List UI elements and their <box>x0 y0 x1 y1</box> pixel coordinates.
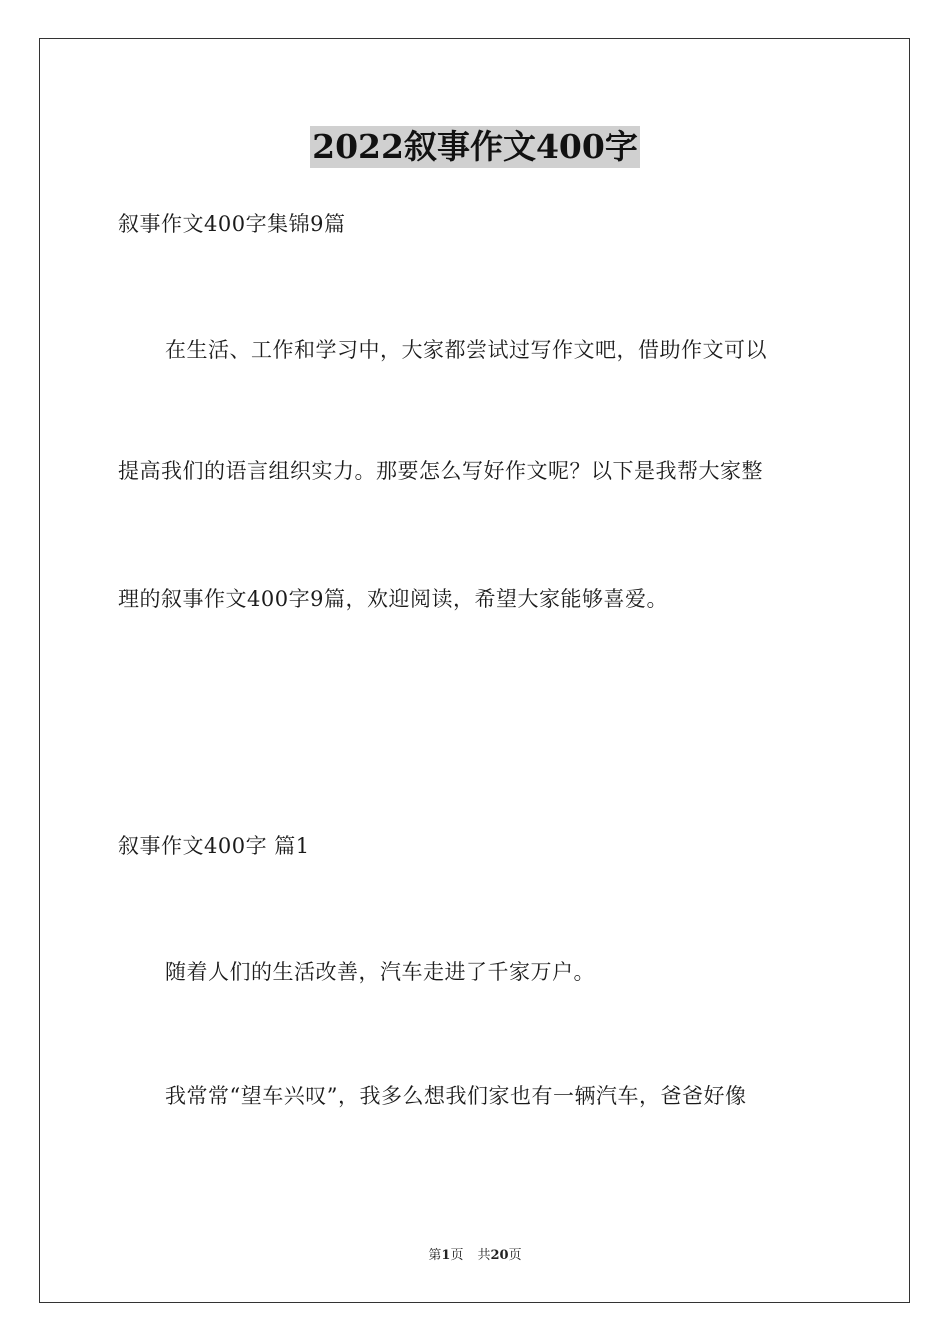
total-pages: 20 <box>490 1248 509 1263</box>
intro-line-2: 提高我们的语言组织实力。那要怎么写好作文呢？以下是我帮大家整 <box>118 459 763 483</box>
title-container <box>0 126 950 168</box>
page-number: 1 <box>441 1248 451 1263</box>
total-prefix: 共 <box>477 1248 491 1263</box>
body-line-1: 随着人们的生活改善，汽车走进了千家万户。 <box>165 960 595 984</box>
page-suffix: 页 <box>450 1248 464 1263</box>
intro-line-3: 理的叙事作文400字9篇，欢迎阅读，希望大家能够喜爱。 <box>118 587 668 611</box>
body-line-2: 我常常“望车兴叹”，我多么想我们家也有一辆汽车，爸爸好像 <box>165 1084 747 1108</box>
intro-line-1: 在生活、工作和学习中，大家都尝试过写作文吧，借助作文可以 <box>165 338 767 362</box>
page-footer <box>0 1247 950 1265</box>
document-title: 2022叙事作文400字 <box>312 127 638 166</box>
total-suffix: 页 <box>508 1248 522 1263</box>
page-prefix: 第 <box>428 1248 442 1263</box>
document-subtitle: 叙事作文400字集锦9篇 <box>118 212 346 236</box>
section-heading: 叙事作文400字 篇1 <box>118 834 310 858</box>
